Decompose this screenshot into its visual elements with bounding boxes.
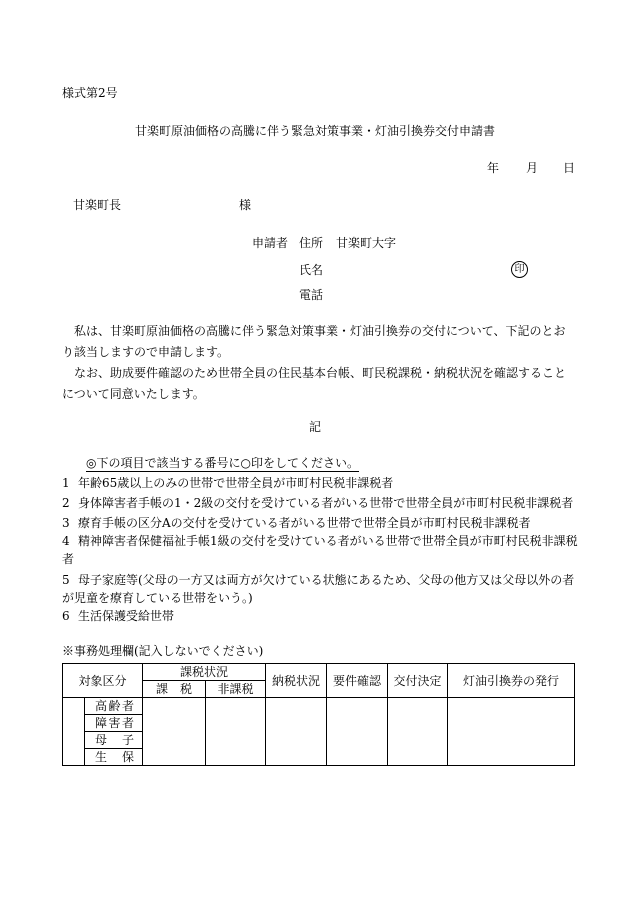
row-label: 高齢者 [85, 698, 143, 715]
phone-label: 電話 [299, 288, 324, 302]
header-taxed: 課 税 [143, 681, 206, 698]
item-text: 身体障害者手帳の1・2級の交付を受けている者がいる世帯で世帯全員が市町村民税非課税者 [78, 496, 574, 510]
item-text: 精神障害者保健福祉手帳1級の交付を受けている者がいる世帯で世帯全員が市町村民税非課税者 [62, 534, 578, 566]
ki-heading: 記 [308, 420, 321, 434]
blank-margin-cell [63, 698, 85, 766]
body-text [62, 321, 576, 405]
instruction: ◎下の項目で該当する番号に○印をしてください。 [86, 456, 359, 470]
cell-taxed [143, 698, 206, 766]
applicant-label: 申請者 [252, 236, 289, 250]
row-label: 母子 [85, 732, 143, 749]
address-value: 甘楽町大字 [336, 236, 397, 250]
addressee-honorific: 様 [239, 198, 252, 212]
item-text: 生活保護受給世帯 [78, 609, 175, 623]
item-number: 1 [62, 476, 70, 490]
form-number: 様式第2号 [62, 86, 118, 100]
header-category: 対象区分 [63, 664, 143, 698]
cell-non-taxed [206, 698, 266, 766]
item-number: 4 [62, 534, 70, 548]
date-day: 日 [563, 161, 576, 175]
cell-payment-status [266, 698, 327, 766]
item-number: 6 [62, 609, 70, 623]
header-tax-status: 課税状況 [143, 664, 266, 681]
date-month: 月 [526, 161, 539, 175]
header-payment-status: 納税状況 [266, 664, 327, 698]
row-label: 生保 [85, 749, 143, 766]
item-number: 3 [62, 516, 70, 530]
address-label: 住所 [299, 236, 324, 250]
table-row [63, 698, 575, 715]
date-year: 年 [487, 161, 500, 175]
office-note: ※事務処理欄(記入しないでください) [62, 644, 264, 658]
header-non-taxed: 非課税 [206, 681, 266, 698]
seal-text: 印 [514, 264, 525, 275]
name-label: 氏名 [299, 263, 324, 277]
list-item [62, 532, 582, 568]
body-paragraph-1: 私は、甘楽町原油価格の高騰に伴う緊急対策事業・灯油引換券の交付について、下記のとおり該当しますので申請します。 [62, 324, 566, 359]
row-label: 障害者 [85, 715, 143, 732]
item-text: 年齢65歳以上のみの世帯で世帯全員が市町村民税非課税者 [78, 476, 394, 490]
document-title: 甘楽町原油価格の高騰に伴う緊急対策事業・灯油引換券交付申請書 [134, 124, 495, 138]
cell-voucher-issue [448, 698, 575, 766]
header-issuance-decision: 交付決定 [388, 664, 448, 698]
item-number: 5 [62, 573, 70, 587]
seal-mark [511, 261, 528, 278]
list-item [62, 474, 582, 492]
body-paragraph-2: なお、助成要件確認のため世帯全員の住民基本台帳、町民税課税・納税状況を確認することについて同意いたします。 [62, 366, 567, 401]
addressee-name: 甘楽町長 [73, 198, 122, 212]
cell-issuance-decision [388, 698, 448, 766]
list-item [62, 494, 582, 512]
list-item [62, 571, 582, 607]
table-header-row [63, 664, 575, 681]
item-number: 2 [62, 496, 70, 510]
item-text: 療育手帳の区分Aの交付を受けている者がいる世帯で世帯全員が市町村民税非課税者 [78, 516, 531, 530]
header-requirement-check: 要件確認 [327, 664, 388, 698]
office-table [62, 663, 575, 766]
cell-requirement-check [327, 698, 388, 766]
list-item [62, 607, 582, 625]
list-item [62, 514, 582, 532]
item-text: 母子家庭等(父母の一方又は両方が欠けている状態にあるため、父母の他方又は父母以外の者が児童を療育している世帯をいう。) [62, 573, 575, 605]
header-voucher-issue: 灯油引換券の発行 [448, 664, 575, 698]
